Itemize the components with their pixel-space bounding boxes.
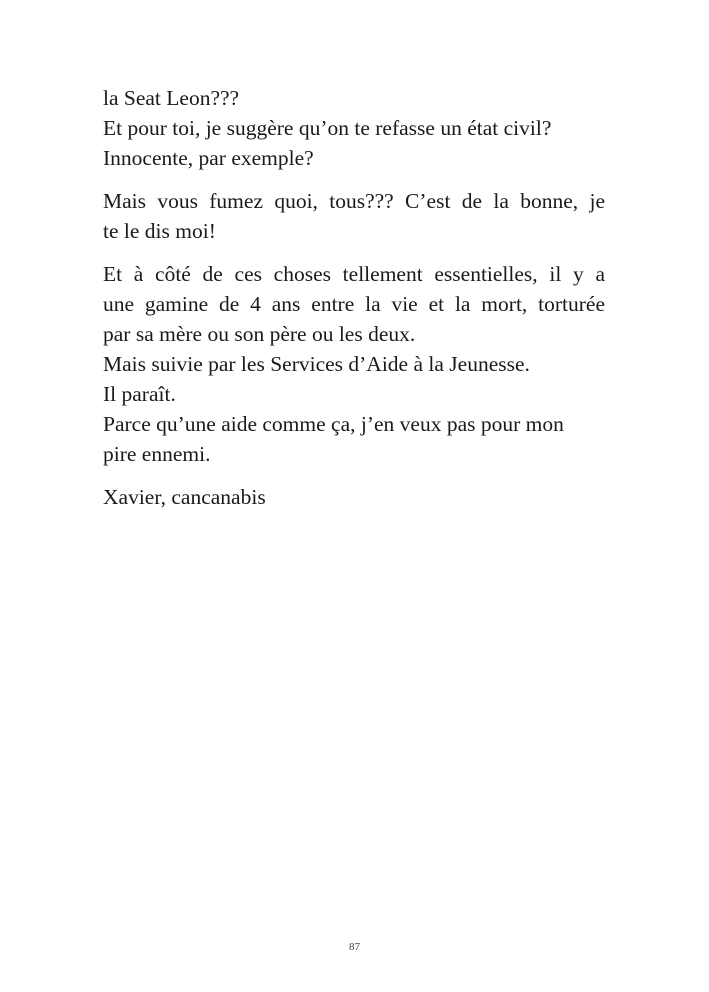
paragraph-3: [103, 259, 605, 469]
text-line: Et à côté de ces choses tellement essentielles, il y a: [103, 262, 605, 286]
text-line: par sa mère ou son père ou les deux.: [103, 322, 416, 346]
signature: Xavier, cancanabis: [103, 485, 266, 509]
text-line: Parce qu’une aide comme ça, j’en veux pas pour mon: [103, 412, 564, 436]
paragraph-2: [103, 186, 605, 246]
text-line: une gamine de 4 ans entre la vie et la mort, torturée: [103, 292, 605, 316]
text-line: Mais vous fumez quoi, tous??? C’est de la bonne, je: [103, 189, 605, 213]
page-number: 87: [349, 941, 360, 953]
text-line: la Seat Leon???: [103, 86, 240, 110]
text-line: pire ennemi.: [103, 442, 211, 466]
page-body-text: [103, 83, 605, 525]
text-line: Et pour toi, je suggère qu’on te refasse un état civil?: [103, 116, 552, 140]
text-line: te le dis moi!: [103, 219, 216, 243]
text-line: Il paraît.: [103, 382, 176, 406]
text-line: Innocente, par exemple?: [103, 146, 314, 170]
paragraph-1: [103, 83, 605, 173]
text-line: Mais suivie par les Services d’Aide à la Jeunesse.: [103, 352, 530, 376]
